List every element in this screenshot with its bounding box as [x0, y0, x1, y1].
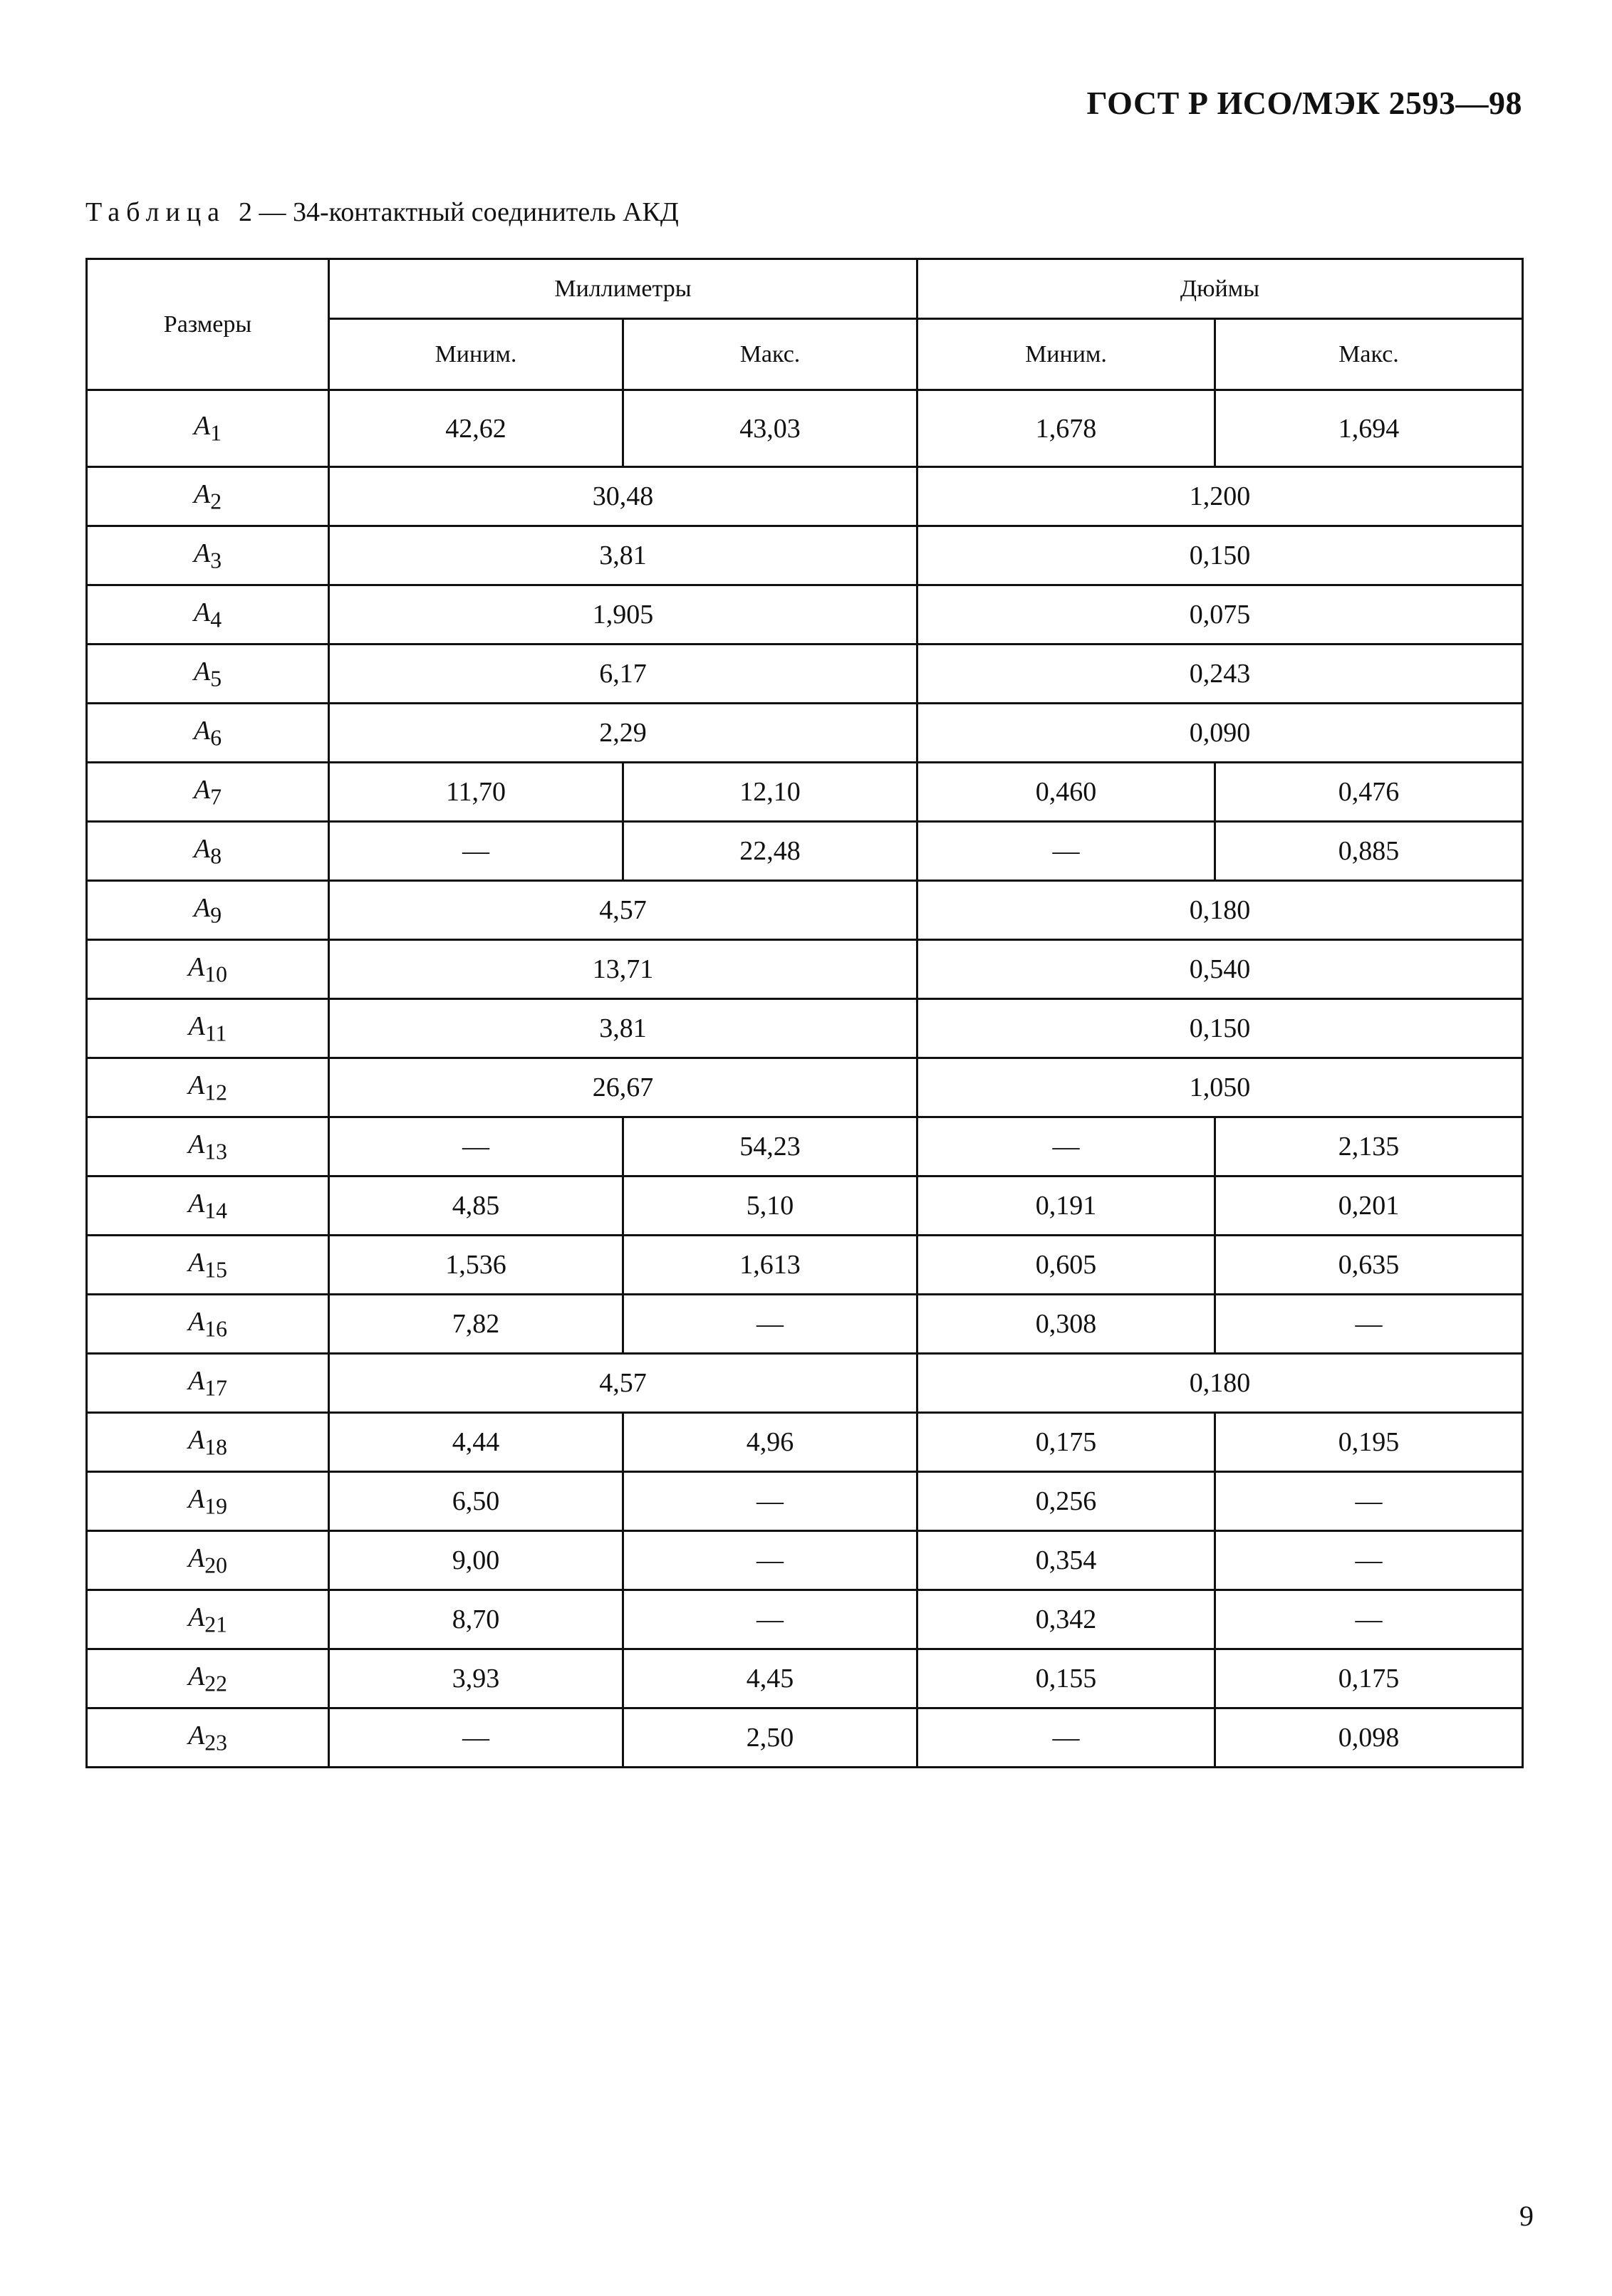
in-value: 0,090: [917, 704, 1523, 763]
mm-value: 4,57: [329, 881, 917, 940]
mm-value: 4,57: [329, 1354, 917, 1413]
table-row: [87, 1295, 1523, 1354]
header-mm-max: Макс.: [623, 319, 917, 390]
in-max-value: —: [1215, 1295, 1523, 1354]
table-row: [87, 1472, 1523, 1531]
mm-min-value: 3,93: [329, 1649, 623, 1708]
table-row: [87, 881, 1523, 940]
mm-min-value: 42,62: [329, 390, 623, 467]
mm-min-value: 4,44: [329, 1413, 623, 1472]
table-row: [87, 1413, 1523, 1472]
header-group-millimeters: Миллиметры: [329, 259, 917, 319]
in-min-value: 1,678: [917, 390, 1215, 467]
in-min-value: 0,342: [917, 1590, 1215, 1649]
table-row: [87, 645, 1523, 704]
dimension-symbol: $A_{22}$: [87, 1649, 329, 1708]
table-row: [87, 390, 1523, 467]
in-max-value: 0,195: [1215, 1413, 1523, 1472]
in-value: 0,150: [917, 526, 1523, 585]
mm-max-value: —: [623, 1472, 917, 1531]
in-min-value: 0,460: [917, 763, 1215, 822]
mm-max-value: —: [623, 1590, 917, 1649]
table-row: [87, 1117, 1523, 1176]
mm-min-value: 1,536: [329, 1236, 623, 1295]
in-max-value: 0,175: [1215, 1649, 1523, 1708]
table-row: [87, 1236, 1523, 1295]
table-row: [87, 1649, 1523, 1708]
mm-max-value: —: [623, 1295, 917, 1354]
mm-max-value: 12,10: [623, 763, 917, 822]
mm-min-value: 9,00: [329, 1531, 623, 1590]
header-group-inches: Дюймы: [917, 259, 1523, 319]
dimension-symbol: $A_{10}$: [87, 940, 329, 999]
table-row: [87, 822, 1523, 881]
in-value: 0,075: [917, 585, 1523, 645]
mm-max-value: 2,50: [623, 1708, 917, 1768]
table-row: [87, 1058, 1523, 1117]
in-value: 0,180: [917, 881, 1523, 940]
table-row: [87, 999, 1523, 1058]
in-min-value: —: [917, 822, 1215, 881]
mm-min-value: 11,70: [329, 763, 623, 822]
mm-min-value: 4,85: [329, 1176, 623, 1236]
dimension-symbol: $A_4$: [87, 585, 329, 645]
header-mm-min: Миним.: [329, 319, 623, 390]
table-caption-text: 2 — 34-контактный соединитель АКД: [239, 197, 679, 227]
mm-min-value: —: [329, 822, 623, 881]
dimension-symbol: $A_2$: [87, 467, 329, 526]
mm-max-value: —: [623, 1531, 917, 1590]
table-row: [87, 940, 1523, 999]
table-row: [87, 585, 1523, 645]
in-value: 0,243: [917, 645, 1523, 704]
table-body: [87, 390, 1523, 1768]
table-row: [87, 1354, 1523, 1413]
mm-min-value: 7,82: [329, 1295, 623, 1354]
mm-min-value: —: [329, 1708, 623, 1768]
dimension-symbol: $A_8$: [87, 822, 329, 881]
dimension-symbol: $A_{13}$: [87, 1117, 329, 1176]
dimension-symbol: $A_{11}$: [87, 999, 329, 1058]
mm-max-value: 4,96: [623, 1413, 917, 1472]
mm-value: 2,29: [329, 704, 917, 763]
dimension-symbol: $A_{17}$: [87, 1354, 329, 1413]
mm-max-value: 4,45: [623, 1649, 917, 1708]
mm-value: 1,905: [329, 585, 917, 645]
in-max-value: —: [1215, 1472, 1523, 1531]
dimension-symbol: $A_6$: [87, 704, 329, 763]
mm-max-value: 54,23: [623, 1117, 917, 1176]
in-min-value: 0,191: [917, 1176, 1215, 1236]
in-max-value: 1,694: [1215, 390, 1523, 467]
in-min-value: 0,155: [917, 1649, 1215, 1708]
dimension-symbol: $A_{19}$: [87, 1472, 329, 1531]
in-min-value: 0,605: [917, 1236, 1215, 1295]
dimension-symbol: $A_{18}$: [87, 1413, 329, 1472]
header-in-max: Макс.: [1215, 319, 1523, 390]
table-row: [87, 1531, 1523, 1590]
dimension-symbol: $A_{23}$: [87, 1708, 329, 1768]
dimension-symbol: $A_{15}$: [87, 1236, 329, 1295]
table-row: [87, 467, 1523, 526]
dimensions-table: [85, 258, 1524, 1768]
in-max-value: 0,885: [1215, 822, 1523, 881]
dimension-symbol: $A_{21}$: [87, 1590, 329, 1649]
mm-value: 13,71: [329, 940, 917, 999]
in-min-value: 0,175: [917, 1413, 1215, 1472]
table-row: [87, 1590, 1523, 1649]
mm-value: 30,48: [329, 467, 917, 526]
mm-max-value: 22,48: [623, 822, 917, 881]
in-max-value: 2,135: [1215, 1117, 1523, 1176]
in-value: 0,150: [917, 999, 1523, 1058]
in-min-value: —: [917, 1117, 1215, 1176]
dimension-symbol: $A_{20}$: [87, 1531, 329, 1590]
table-row: [87, 1708, 1523, 1768]
mm-min-value: 8,70: [329, 1590, 623, 1649]
table-row: [87, 1176, 1523, 1236]
dimension-symbol: $A_7$: [87, 763, 329, 822]
in-value: 1,200: [917, 467, 1523, 526]
in-max-value: 0,201: [1215, 1176, 1523, 1236]
table-caption: [85, 197, 679, 228]
mm-value: 6,17: [329, 645, 917, 704]
dimension-symbol: $A_{12}$: [87, 1058, 329, 1117]
dimension-symbol: $A_1$: [87, 390, 329, 467]
in-max-value: —: [1215, 1590, 1523, 1649]
table-row: [87, 704, 1523, 763]
mm-max-value: 1,613: [623, 1236, 917, 1295]
document-standard-title: ГОСТ Р ИСО/МЭК 2593—98: [1086, 85, 1522, 121]
in-value: 1,050: [917, 1058, 1523, 1117]
mm-value: 3,81: [329, 526, 917, 585]
dimension-symbol: $A_9$: [87, 881, 329, 940]
in-max-value: —: [1215, 1531, 1523, 1590]
in-max-value: 0,098: [1215, 1708, 1523, 1768]
in-max-value: 0,635: [1215, 1236, 1523, 1295]
mm-value: 3,81: [329, 999, 917, 1058]
table-header-row-groups: [87, 259, 1523, 319]
dimension-symbol: $A_{14}$: [87, 1176, 329, 1236]
table-caption-prefix: Таблица: [85, 197, 227, 227]
header-sizes: Размеры: [87, 259, 329, 390]
mm-min-value: 6,50: [329, 1472, 623, 1531]
mm-max-value: 43,03: [623, 390, 917, 467]
in-max-value: 0,476: [1215, 763, 1523, 822]
dimension-symbol: $A_{16}$: [87, 1295, 329, 1354]
header-in-min: Миним.: [917, 319, 1215, 390]
in-value: 0,540: [917, 940, 1523, 999]
in-min-value: 0,354: [917, 1531, 1215, 1590]
mm-value: 26,67: [329, 1058, 917, 1117]
in-min-value: —: [917, 1708, 1215, 1768]
in-value: 0,180: [917, 1354, 1523, 1413]
mm-min-value: —: [329, 1117, 623, 1176]
dimension-symbol: $A_3$: [87, 526, 329, 585]
dimension-symbol: $A_5$: [87, 645, 329, 704]
in-min-value: 0,308: [917, 1295, 1215, 1354]
in-min-value: 0,256: [917, 1472, 1215, 1531]
table-row: [87, 526, 1523, 585]
table-row: [87, 763, 1523, 822]
page-number: 9: [1519, 2200, 1534, 2232]
mm-max-value: 5,10: [623, 1176, 917, 1236]
